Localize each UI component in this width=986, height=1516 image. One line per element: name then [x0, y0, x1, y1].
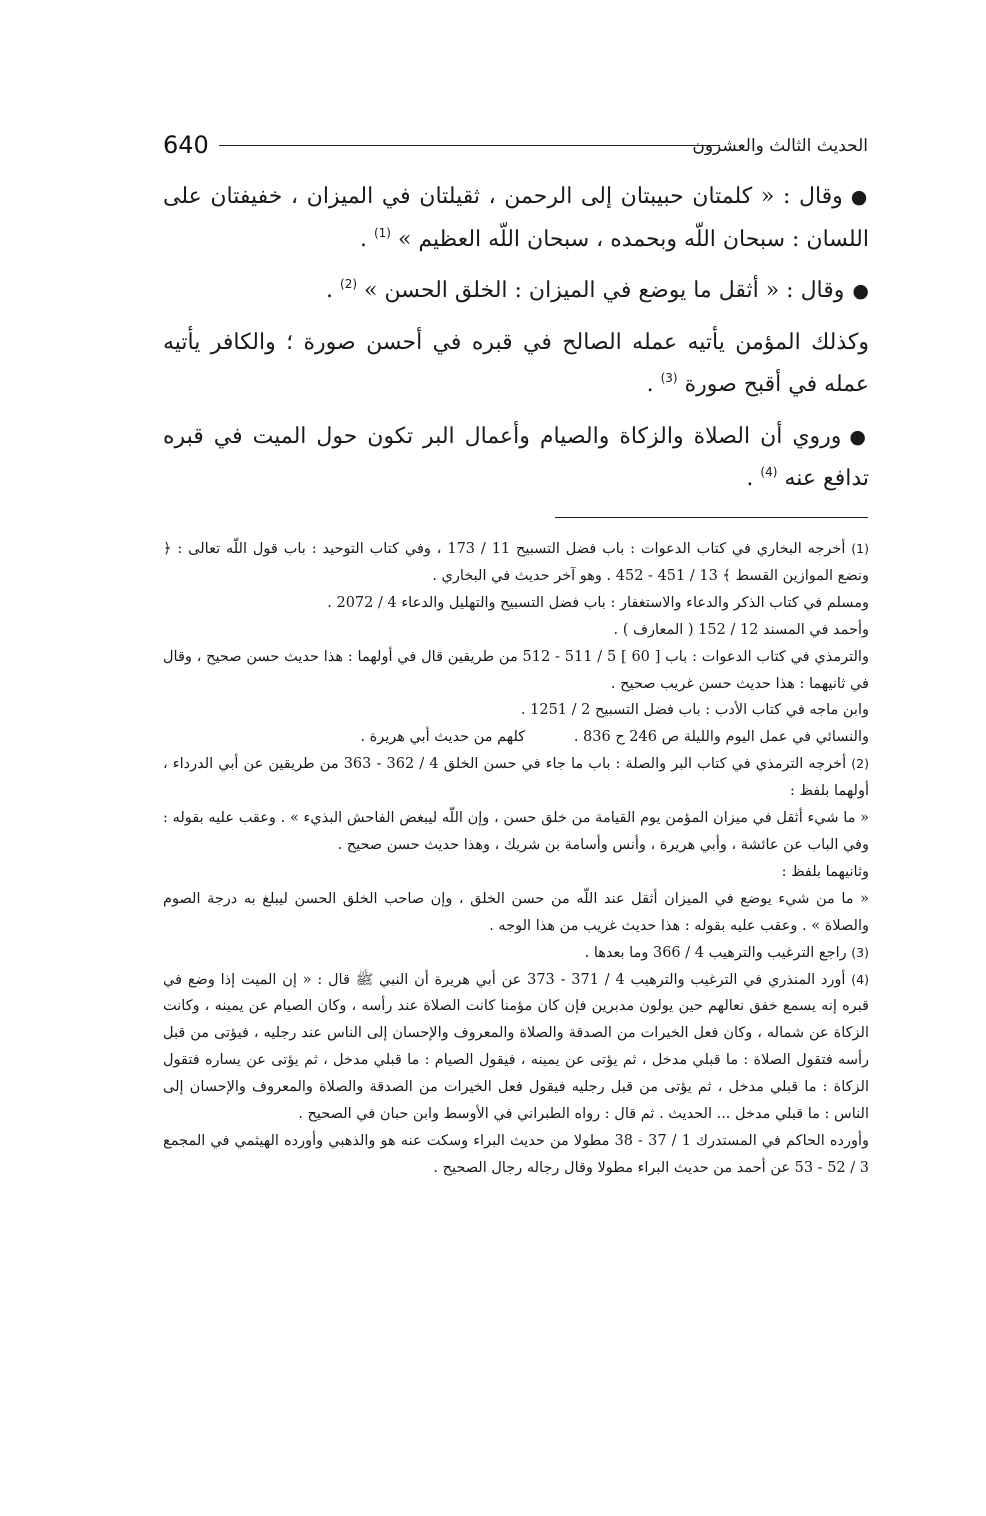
footnotes — [163, 536, 869, 1182]
footnote-1-text: أخرجه البخاري في كتاب الدعوات : باب فضل التسبيح 11 / 173 ، وفي كتاب التوحيد : باب قول اللّه تعالى : ﴿ ونضع الموازين القسط ﴾ 13 / 451 - 452 . وهو آخر حديث في البخاري . — [163, 541, 869, 584]
footnote-4-text: أورد المنذري في الترغيب والترهيب 4 / 371 - 373 عن أبي هريرة أن النبي ﷺ قال : « إن الميت إذا وضع في قبره إنه يسمع خفق نعالهم حين يولون مدبرين فإن كان مؤمنا كانت الصلاة عند رأسه ، وكان الصيام عن يمينه ، وكانت الزكاة عن شماله ، وكان فعل الخيرات من الصدقة والصلاة والمعروف والإحسان إلى الناس عند رجليه ، فيؤتى من قبل رأسه فتقول الصلاة : ما قبلي مدخل ، ثم يؤتى عن يمينه ، فيقول الصيام : ما قبلي مدخل ، ثم يؤتى عن يساره فتقول الزكاة : ما قبلي مدخل ، ثم يؤتى من قبل رجليه فيقول فعل الخيرات من الصدقة والصلاة والمعروف والإحسان إلى الناس : ما قبلي مدخل ... الحديث . ثم قال : رواه الطبراني في الأوسط وابن حبان في الصحيح . — [163, 971, 869, 1123]
page-number: 640 — [163, 131, 209, 159]
footnote-1-nasai-text: والنسائي في عمل اليوم والليلة ص 246 ح 836 . — [573, 729, 869, 746]
footnote-4 — [163, 967, 869, 1128]
main-text — [163, 176, 869, 510]
footnote-3-number: (3) — [851, 944, 869, 960]
footnote-1-muslim: ومسلم في كتاب الذكر والدعاء والاستغفار : باب فضل التسبيح والتهليل والدعاء 4 / 2072 . — [327, 594, 869, 611]
footnote-separator — [555, 517, 868, 518]
page-header — [163, 128, 868, 164]
footnote-1 — [163, 536, 869, 590]
footnote-2-second: وثانيهما بلفظ : — [781, 863, 869, 880]
footnote-2 — [163, 751, 869, 805]
footnote-2-quote-1: « ما شيء أثقل في ميزان المؤمن يوم القيامة من خلق حسن ، وإن اللّه ليبغض الفاحش البذيء » . وعقب عليه بقوله : وفي الباب عن عائشة ، وأبي هريرة ، وأنس وأسامة بن شريك ، وهذا حديث حسن صحيح . — [163, 810, 869, 853]
running-title: الحديث الثالث والعشرون — [692, 136, 868, 156]
header-rule — [219, 145, 720, 146]
paragraph-1-text: وقال : « كلمتان حبيبتان إلى الرحمن ، ثقيلتان في الميزان ، خفيفتان على اللسان : سبحان اللّه وبحمده ، سبحان اللّه العظيم » — [163, 184, 869, 252]
footnote-2-number: (2) — [851, 756, 870, 772]
paragraph-2 — [163, 270, 869, 313]
footnote-2-quote-2: « ما من شيء يوضع في الميزان أثقل عند اللّه من حسن الخلق ، وإن صاحب الخلق الحسن ليبلغ به درجة الصوم والصلاة » . وعقب عليه بقوله : هذا حديث غريب من هذا الوجه . — [163, 890, 869, 934]
paragraph-4-end: . — [746, 466, 761, 491]
bullet-icon: ● — [850, 186, 869, 208]
footnote-1-number: (1) — [851, 541, 869, 556]
footnote-2-text: أخرجه الترمذي في كتاب البر والصلة : باب ما جاء في حسن الخلق 4 / 362 - 363 من طريقين عن أبي الدرداء ، أولهما بلفظ : — [163, 756, 869, 800]
footnote-ref-4[interactable]: (4) — [760, 465, 778, 479]
paragraph-2-end: . — [326, 278, 341, 303]
footnote-1-note: كلهم من حديث أبي هريرة . — [360, 729, 526, 746]
bullet-icon: ● — [852, 280, 869, 302]
footnote-4-hakim: وأورده الحاكم في المستدرك 1 / 37 - 38 مطولا من حديث البراء وسكت عنه هو والذهبي وأورده الهيثمي في المجمع 3 / 52 - 53 عن أحمد من حديث البراء مطولا وقال رجاله رجال الصحيح . — [163, 1132, 870, 1176]
paragraph-3-text: وكذلك المؤمن يأتيه عمله الصالح في قبره في أحسن صورة ؛ والكافر يأتيه عمله في أقبح صورة — [163, 329, 869, 397]
paragraph-4 — [163, 416, 869, 501]
footnote-1-tirmidhi: والترمذي في كتاب الدعوات : باب [ 60 ] 5 / 511 - 512 من طريقين قال في أولهما : هذا حديث حسن صحيح ، وقال في ثانيهما : هذا حديث حسن غريب صحيح . — [163, 648, 869, 692]
footnote-4-number: (4) — [851, 971, 870, 987]
paragraph-3-end: . — [646, 372, 661, 397]
paragraph-3 — [163, 322, 869, 407]
footnote-1-nasai — [163, 724, 869, 751]
paragraph-4-text: وروي أن الصلاة والزكاة والصيام وأعمال البر تكون حول الميت في قبره تدافع عنه — [163, 423, 869, 491]
footnote-ref-1[interactable]: (1) — [373, 225, 391, 240]
footnote-ref-2[interactable]: (2) — [340, 277, 358, 291]
footnote-ref-3[interactable]: (3) — [660, 371, 678, 385]
footnote-1-ibn-majah: وابن ماجه في كتاب الأدب : باب فضل التسبيح 2 / 1251 . — [520, 702, 869, 719]
footnote-1-ahmad: وأحمد في المسند 12 / 152 ( المعارف ) . — [613, 621, 869, 638]
paragraph-1 — [163, 176, 869, 261]
footnote-3-text: راجع الترغيب والترهيب 4 / 366 وما بعدها . — [584, 944, 847, 961]
paragraph-2-text: وقال : « أثقل ما يوضع في الميزان : الخلق الحسن » — [364, 278, 845, 303]
bullet-icon: ● — [849, 425, 869, 448]
paragraph-1-end: . — [359, 226, 374, 252]
footnote-3 — [163, 940, 869, 967]
